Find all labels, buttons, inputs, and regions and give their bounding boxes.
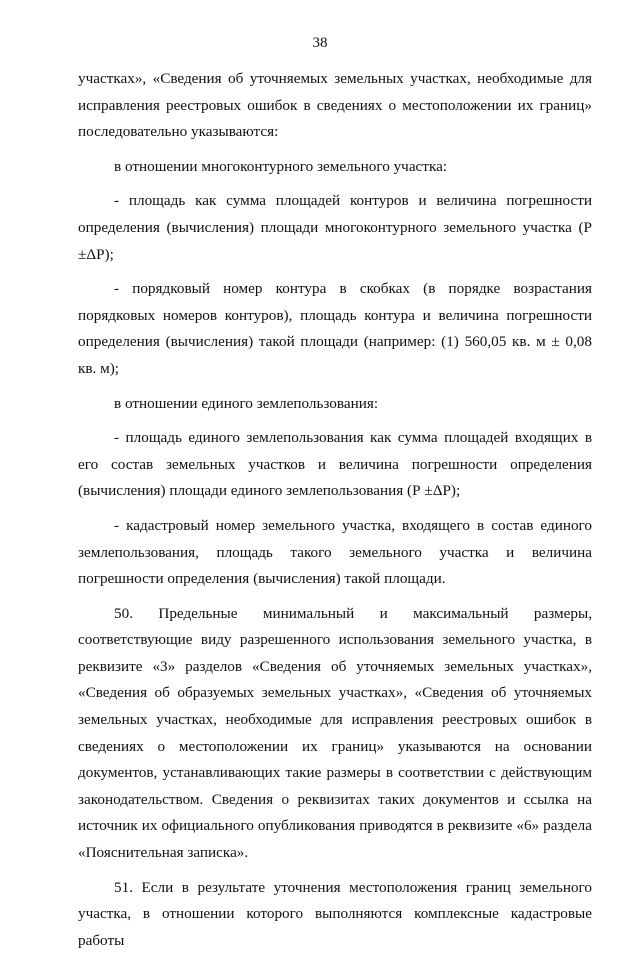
paragraph-single-landuse-area: - площадь единого землепользования как сумма площадей входящих в его состав земельных участков и величина погрешности определения (вычисления) площади единого землепользования (Р ±ΔР);: [78, 429, 592, 500]
paragraph-multicontour-heading: в отношении многоконтурного земельного участка:: [114, 157, 448, 175]
paragraph-contour-number: - порядковый номер контура в скобках (в порядке возрастания порядковых номеров контуров), площадь контура и величина погрешности определения (вычисления) такой площади (например: (1) 560,05 кв. м ± 0,08 кв. м);: [78, 280, 592, 377]
paragraph-continuation: участках», «Сведения об уточняемых земельных участках, необходимые для исправления реестровых ошибок в сведениях о местоположении их границ» последовательно указываются:: [78, 70, 592, 141]
paragraph-multicontour-area: - площадь как сумма площадей контуров и величина погрешности определения (вычисления) площади многоконтурного земельного участка (Р ±ΔР);: [78, 192, 592, 263]
page-number: 38: [312, 35, 328, 51]
paragraph-cadastral-number: - кадастровый номер земельного участка, входящего в состав единого землепользования, площадь такого земельного участка и величина погрешности определения (вычисления) такой площади.: [78, 516, 592, 588]
paragraph-51: 51. Если в результате уточнения местоположения границ земельного участка, в отношении которого выполняются комплексные кадастровые работы: [78, 878, 592, 949]
document-body: [78, 66, 592, 954]
paragraph-single-landuse-heading: в отношении единого землепользования:: [114, 394, 379, 412]
paragraph-50: 50. Предельные минимальный и максимальный размеры, соответствующие виду разрешенного использования земельного участка, в реквизите «3» разделов «Сведения об уточняемых земельных участках», «Сведения об образуемых земельных участках», «Сведения об уточняемых земельных участках, необходимые для исправления реестровых ошибок в сведениях о местоположении их границ» указываются на основании документов, устанавливающих такие размеры в соответствии с действующим законодательством. Сведения о реквизитах таких документов и ссылка на источник их официального опубликования приводятся в реквизите «6» раздела «Пояснительная записка».: [78, 604, 592, 862]
